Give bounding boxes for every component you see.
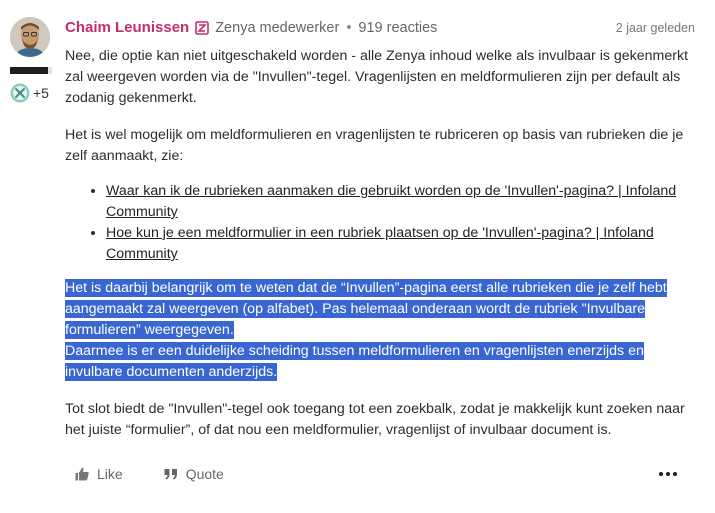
post-header: [65, 19, 695, 36]
community-badge-icon: [10, 83, 30, 103]
staff-badge-icon: [195, 21, 209, 35]
list-item: [106, 181, 695, 223]
badge-count: +5: [33, 85, 49, 101]
quote-button[interactable]: [163, 466, 224, 482]
paragraph-2: Het is wel mogelijk om meldformulieren en vragenlijsten te rubriceren op basis van rubrieken die je zelf aanmaakt, zie:: [65, 127, 684, 164]
more-options-icon[interactable]: [659, 472, 677, 476]
like-button[interactable]: [74, 466, 123, 482]
quote-icon: [163, 466, 179, 482]
link-rubrieken-aanmaken[interactable]: Waar kan ik de rubrieken aanmaken die gebruikt worden op de 'Invullen'-pagina? | Infoland Community: [106, 183, 677, 220]
post-body: [65, 46, 695, 457]
badges[interactable]: [10, 83, 49, 103]
thumbs-up-icon: [74, 466, 90, 482]
author-role: Zenya medewerker: [215, 19, 340, 36]
paragraph-1: Nee, die optie kan niet uitgeschakeld worden - alle Zenya inhoud welke als invulbaar is gekenmerkt zal weergeven worden via de "Invullen"-tegel. Vragenlijsten en meldformulieren zijn per default als zodanig gekenmerkt.: [65, 48, 689, 106]
like-label: Like: [97, 466, 123, 482]
author-name[interactable]: Chaim Leunissen: [65, 19, 190, 36]
paragraph-4: Tot slot biedt de "Invullen"-tegel ook toegang tot een zoekbalk, zodat je makkelijk kunt zoeken naar het juiste “formulier”, of dat nou een meldformulier, vragenlijst of invulbaar document is.: [65, 401, 685, 438]
highlighted-paragraph: [65, 278, 695, 383]
separator-dot: •: [346, 19, 352, 36]
rank-progress-bar: [10, 67, 48, 74]
link-list: [65, 181, 695, 265]
post-timestamp: 2 jaar geleden: [615, 20, 695, 35]
highlighted-text-2: Daarmee is er een duidelijke scheiding tussen meldformulieren en vragenlijsten enerzijds en invulbare documenten anderzijds.: [65, 343, 644, 380]
author-avatar[interactable]: [10, 17, 50, 57]
highlighted-text-1: Het is daarbij belangrijk om te weten dat de “Invullen”-pagina eerst alle rubrieken die je zelf hebt aangemaakt zal weergeven (op alfabet). Pas helemaal onderaan wordt de rubriek "Invulbare formulieren” weergegeven.: [65, 280, 667, 338]
quote-label: Quote: [185, 466, 224, 482]
list-item: [106, 223, 695, 265]
post-actions: [74, 466, 677, 482]
link-meldformulier-rubriek[interactable]: Hoe kun je een meldformulier in een rubriek plaatsen op de 'Invullen'-pagina? | Infoland Community: [106, 225, 654, 262]
reaction-count: 919 reacties: [358, 19, 438, 36]
